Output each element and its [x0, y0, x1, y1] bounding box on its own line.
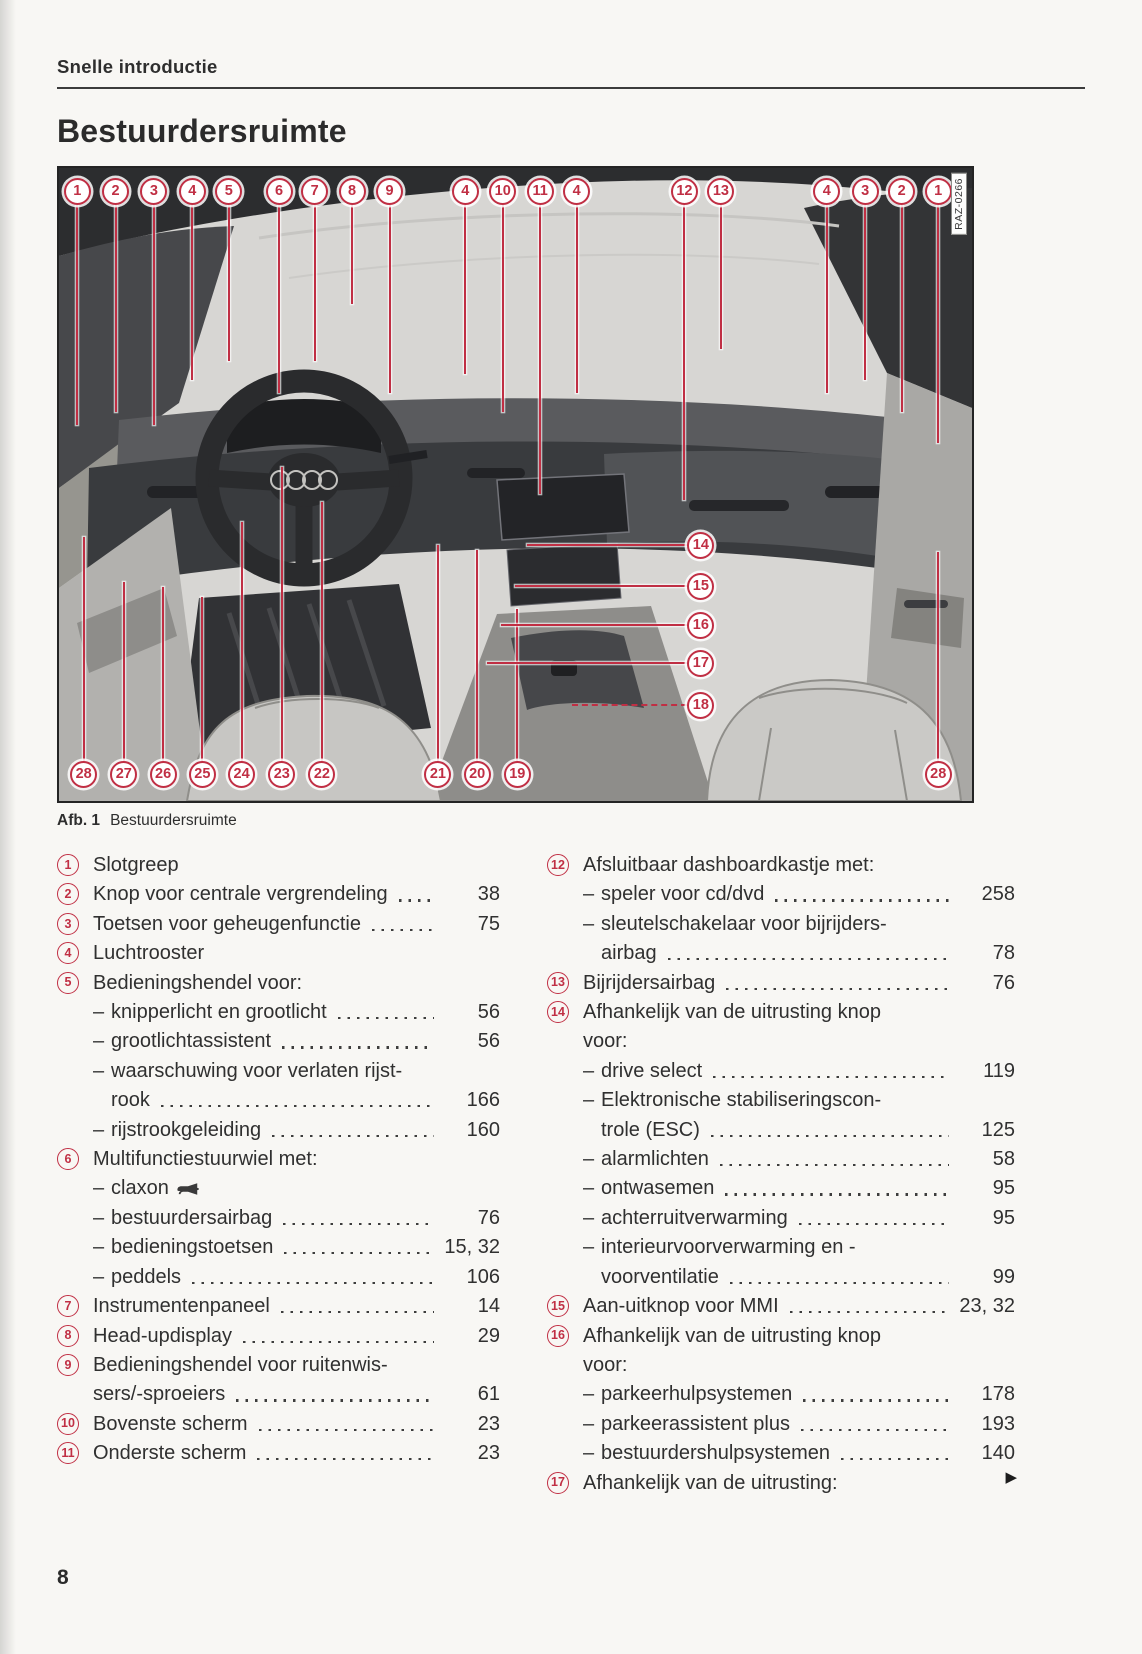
- callout-leader-line: [351, 203, 353, 304]
- legend-label: bestuurdersairbag: [111, 1206, 273, 1229]
- page-reference: 193: [981, 1412, 1015, 1435]
- legend-subitem: [57, 1086, 500, 1115]
- figure-callout-number: 13: [707, 178, 734, 205]
- page-reference: 178: [981, 1383, 1015, 1406]
- legend-item: [57, 1439, 500, 1468]
- legend-label: alarmlichten: [601, 1148, 709, 1171]
- legend-item: [57, 880, 500, 909]
- legend-label: Toetsen voor geheugenfunctie: [93, 912, 361, 935]
- callout-number-wrap: [57, 851, 93, 876]
- dot-leader: [730, 1282, 949, 1284]
- running-header: Snelle introductie: [57, 56, 1085, 89]
- callout-leader-line: [464, 203, 466, 374]
- callout-leader-line: [241, 522, 243, 762]
- legend-subitem: [57, 1204, 500, 1233]
- legend-item: [57, 1145, 500, 1174]
- figure-caption-label: Afb. 1: [57, 812, 101, 829]
- legend-label: sers/-sproeiers: [93, 1383, 226, 1406]
- figure-callout-number: 7: [301, 178, 328, 205]
- figure-callout-number: 23: [268, 761, 295, 788]
- legend-subitem: [57, 1380, 500, 1409]
- legend-label: Bovenste scherm: [93, 1412, 248, 1435]
- page-reference: 119: [983, 1059, 1015, 1082]
- dash-bullet: –: [583, 1236, 595, 1259]
- figure-callout-number: 19: [504, 761, 531, 788]
- legend-subitem: [57, 998, 500, 1027]
- legend-label: Bedieningshendel voor:: [93, 971, 303, 994]
- legend-subitem: [547, 939, 1015, 968]
- legend-subitem: [547, 1116, 1015, 1145]
- legend-label: Afsluitbaar dashboardkastje met:: [583, 854, 875, 876]
- legend-item: [57, 851, 500, 880]
- legend-item: [547, 969, 1015, 998]
- legend-subitem: [547, 1086, 1015, 1115]
- callout-leader-line: [123, 582, 125, 762]
- callout-leader-line: [937, 552, 939, 762]
- figure-callout-number: 1: [925, 178, 952, 205]
- callout-number: 4: [57, 942, 79, 964]
- dot-leader: [259, 1429, 434, 1431]
- legend-label: bestuurdershulpsystemen: [601, 1442, 831, 1465]
- page-reference: 29: [477, 1324, 500, 1347]
- legend-subitem: [57, 1057, 500, 1086]
- dash-bullet: –: [583, 1206, 595, 1229]
- dot-leader: [281, 1311, 434, 1313]
- callout-number-wrap: [57, 910, 93, 935]
- page-reference: 61: [477, 1383, 500, 1406]
- legend-label: peddels: [111, 1265, 182, 1288]
- callout-number-wrap: [57, 1439, 93, 1464]
- legend-label: sleutelschakelaar voor bijrijders-: [601, 912, 887, 935]
- dash-bullet: –: [93, 1001, 105, 1024]
- dot-leader: [372, 929, 434, 931]
- callout-leader-line: [683, 203, 685, 500]
- callout-leader-line: [281, 467, 283, 762]
- callout-number: 11: [57, 1442, 79, 1464]
- legend-label: parkeerhulpsystemen: [601, 1383, 793, 1406]
- callout-number-wrap: [57, 1322, 93, 1347]
- legend-subitem: [547, 1263, 1015, 1292]
- dot-leader: [775, 899, 949, 901]
- callout-number: 13: [547, 972, 569, 994]
- legend-subitem: [57, 1027, 500, 1056]
- legend-subitem: [547, 1204, 1015, 1233]
- callout-number-wrap: [547, 1469, 583, 1494]
- dot-leader: [192, 1282, 434, 1284]
- figure-callout-number: 28: [70, 761, 97, 788]
- figure: [57, 166, 974, 803]
- legend-label: Afhankelijk van de uitrusting knop: [583, 1324, 881, 1347]
- figure-callout-number: 26: [150, 761, 177, 788]
- dot-leader: [257, 1458, 434, 1460]
- figure-callout-number: 22: [308, 761, 335, 788]
- callout-number: 10: [57, 1413, 79, 1435]
- figure-callout-number: 9: [376, 178, 403, 205]
- dot-leader: [726, 988, 949, 990]
- legend-label: trole (ESC): [601, 1118, 700, 1141]
- legend-subitem: [547, 1410, 1015, 1439]
- callout-number: 6: [57, 1148, 79, 1170]
- legend-subitem: [547, 1145, 1015, 1174]
- callout-leader-line: [720, 203, 722, 349]
- dot-leader: [799, 1223, 949, 1225]
- callout-number: 8: [57, 1325, 79, 1347]
- legend-subitem: [547, 910, 1015, 939]
- legend-subitem: [547, 1439, 1015, 1468]
- legend-label: Knop voor centrale vergrendeling: [93, 883, 388, 906]
- figure-callout-number: 2: [888, 178, 915, 205]
- legend-subitem: [57, 1116, 500, 1145]
- legend-label: voorventilatie: [601, 1265, 719, 1288]
- page-reference: 95: [992, 1177, 1015, 1200]
- dot-leader: [668, 958, 949, 960]
- dot-leader: [283, 1223, 434, 1225]
- figure-callout-number: 28: [925, 761, 952, 788]
- legend-subitem: [547, 880, 1015, 909]
- callout-leader-line: [162, 587, 164, 762]
- figure-callout-number: 16: [687, 612, 714, 639]
- legend-subitem: [57, 1174, 500, 1203]
- callout-leader-line: [502, 203, 504, 412]
- callout-leader-line: [487, 662, 687, 664]
- figure-callout-number: 25: [189, 761, 216, 788]
- page-reference: 38: [477, 883, 500, 906]
- legend-label: claxon: [111, 1177, 169, 1200]
- figure-reference-code: RAZ-0266: [951, 173, 967, 235]
- legend-label: Multifunctiestuurwiel met:: [93, 1148, 318, 1171]
- page-reference: 76: [477, 1206, 500, 1229]
- page-reference: 95: [992, 1206, 1015, 1229]
- page-reference: 76: [992, 971, 1015, 994]
- page-reference: 78: [992, 942, 1015, 965]
- dot-leader: [713, 1076, 949, 1078]
- page-reference: 160: [466, 1118, 500, 1141]
- dot-leader: [243, 1341, 434, 1343]
- callout-number-wrap: [57, 1410, 93, 1435]
- callout-leader-line: [826, 203, 828, 393]
- dash-bullet: –: [583, 883, 595, 906]
- dot-leader: [338, 1017, 434, 1019]
- callout-number: 17: [547, 1472, 569, 1494]
- legend-item: [57, 939, 500, 968]
- callout-leader-line: [76, 203, 78, 425]
- callout-number: 9: [57, 1354, 79, 1376]
- callout-leader-line: [515, 585, 687, 587]
- legend-label: speler voor cd/dvd: [601, 883, 765, 906]
- legend-label: voor:: [583, 1030, 628, 1053]
- figure-caption: [57, 812, 1085, 830]
- legend-subitem: [547, 1380, 1015, 1409]
- legend-label: Head-updisplay: [93, 1324, 232, 1347]
- callout-leader-line: [539, 203, 541, 494]
- legend-subitem: [547, 1057, 1015, 1086]
- page-reference: 99: [992, 1265, 1015, 1288]
- callout-number: 5: [57, 972, 79, 994]
- page-title: Bestuurdersruimte: [57, 113, 347, 149]
- callout-leader-line: [501, 624, 687, 626]
- figure-callout-number: 17: [687, 650, 714, 677]
- callout-number-wrap: [57, 939, 93, 964]
- figure-callout-number: 2: [102, 178, 129, 205]
- legend-label: grootlichtassistent: [111, 1030, 272, 1053]
- callout-number-wrap: [57, 969, 93, 994]
- callout-leader-line: [153, 203, 155, 425]
- legend-label: achterruitverwarming: [601, 1206, 788, 1229]
- callout-leader-line: [115, 203, 117, 412]
- figure-callout-number: 21: [424, 761, 451, 788]
- legend-item: [57, 910, 500, 939]
- dash-bullet: –: [93, 1030, 105, 1053]
- legend-label: Luchtrooster: [93, 942, 205, 965]
- legend-label: airbag: [601, 942, 657, 965]
- callout-number-wrap: [57, 1292, 93, 1317]
- callout-leader-line: [572, 704, 687, 706]
- legend-label: ontwasemen: [601, 1177, 715, 1200]
- callout-number-wrap: [57, 1351, 93, 1376]
- page-reference: 125: [981, 1118, 1015, 1141]
- callout-leader-line: [314, 203, 316, 361]
- callout-leader-line: [516, 609, 518, 762]
- callout-number: 14: [547, 1001, 569, 1023]
- callout-leader-line: [389, 203, 391, 393]
- page-reference: 140: [981, 1442, 1015, 1465]
- callout-leader-line: [937, 203, 939, 443]
- figure-callout-number: 6: [266, 178, 293, 205]
- callout-leader-line: [321, 502, 323, 762]
- legend-label: waarschuwing voor verlaten rijst-: [111, 1059, 403, 1082]
- callout-leader-line: [83, 537, 85, 762]
- legend-item: [547, 1469, 1015, 1498]
- legend-label: Afhankelijk van de uitrusting knop: [583, 1001, 881, 1024]
- continuation-arrow-icon: ▶: [1005, 1468, 1017, 1486]
- legend-item: [57, 1410, 500, 1439]
- legend-label: rook: [111, 1089, 150, 1112]
- legend-item: [57, 1292, 500, 1321]
- dash-bullet: –: [93, 1265, 105, 1288]
- legend-item: [57, 969, 500, 998]
- dashboard-illustration: [59, 168, 972, 801]
- figure-callout-number: 5: [215, 178, 242, 205]
- dash-bullet: –: [583, 1148, 595, 1171]
- legend-label: parkeerassistent plus: [601, 1412, 790, 1435]
- callout-number-wrap: [547, 998, 583, 1023]
- callout-number-wrap: [547, 1322, 583, 1347]
- legend-label: Elektronische stabiliseringscon-: [601, 1089, 882, 1112]
- legend-label: Aan-uitknop voor MMI: [583, 1295, 779, 1318]
- legend-label: Slotgreep: [93, 854, 179, 876]
- dash-bullet: –: [93, 1059, 105, 1082]
- callout-number: 2: [57, 883, 79, 905]
- callout-number: 1: [57, 854, 79, 876]
- legend-item: [547, 1322, 1015, 1351]
- dot-leader: [161, 1105, 434, 1107]
- dot-leader: [725, 1193, 949, 1195]
- legend-label: drive select: [601, 1059, 703, 1082]
- dash-bullet: –: [583, 1059, 595, 1082]
- figure-callout-number: 3: [852, 178, 879, 205]
- page-reference: 58: [992, 1148, 1015, 1171]
- figure-callout-number: 10: [489, 178, 516, 205]
- legend-label: bedieningstoetsen: [111, 1236, 274, 1259]
- legend-item: [57, 1322, 500, 1351]
- callout-number: 3: [57, 913, 79, 935]
- callout-leader-line: [576, 203, 578, 393]
- callout-leader-line: [864, 203, 866, 380]
- dash-bullet: –: [93, 1236, 105, 1259]
- dot-leader: [272, 1135, 434, 1137]
- dash-bullet: –: [93, 1118, 105, 1141]
- figure-callout-number: 1: [64, 178, 91, 205]
- dot-leader: [399, 899, 434, 901]
- figure-callout-number: 11: [527, 178, 554, 205]
- dash-bullet: –: [583, 1442, 595, 1465]
- figure-callout-number: 4: [563, 178, 590, 205]
- page-reference: 56: [477, 1030, 500, 1053]
- dash-bullet: –: [93, 1177, 105, 1200]
- callout-number: 12: [547, 854, 569, 876]
- legend: [57, 851, 1017, 1498]
- legend-item: [547, 998, 1015, 1027]
- legend-label: rijstrookgeleiding: [111, 1118, 262, 1141]
- page-reference: 258: [981, 883, 1015, 906]
- horn-icon: [176, 1182, 200, 1196]
- page-reference: 56: [477, 1001, 500, 1024]
- dash-bullet: –: [93, 1206, 105, 1229]
- legend-label: voor:: [583, 1353, 628, 1376]
- page-reference: 23: [477, 1412, 500, 1435]
- dot-leader: [284, 1252, 434, 1254]
- dot-leader: [236, 1399, 434, 1401]
- dash-bullet: –: [583, 912, 595, 935]
- page-reference: 75: [477, 912, 500, 935]
- dash-bullet: –: [583, 1412, 595, 1435]
- dash-bullet: –: [583, 1383, 595, 1406]
- dot-leader: [282, 1046, 434, 1048]
- callout-number: 7: [57, 1295, 79, 1317]
- callout-leader-line: [476, 550, 478, 762]
- callout-leader-line: [437, 545, 439, 762]
- callout-leader-line: [278, 203, 280, 393]
- dot-leader: [801, 1429, 949, 1431]
- page-reference: 23: [477, 1442, 500, 1465]
- callout-number-wrap: [57, 880, 93, 905]
- figure-callout-number: 8: [339, 178, 366, 205]
- legend-label: interieurvoorverwarming en -: [601, 1236, 856, 1259]
- page-number: 8: [57, 1566, 69, 1589]
- callout-number-wrap: [547, 969, 583, 994]
- figure-callout-number: 15: [687, 573, 714, 600]
- figure-callout-number: 20: [464, 761, 491, 788]
- legend-subitem: [547, 1351, 1015, 1380]
- callout-leader-line: [228, 203, 230, 361]
- legend-subitem: [547, 1027, 1015, 1056]
- callout-leader-line: [201, 597, 203, 762]
- figure-callout-number: 24: [228, 761, 255, 788]
- page-reference: 106: [466, 1265, 500, 1288]
- dot-leader: [711, 1135, 949, 1137]
- legend-subitem: [547, 1233, 1015, 1262]
- legend-label: Bijrijdersairbag: [583, 971, 716, 994]
- page-reference: 15, 32: [444, 1236, 500, 1259]
- callout-leader-line: [901, 203, 903, 412]
- figure-callout-number: 3: [140, 178, 167, 205]
- legend-subitem: [57, 1263, 500, 1292]
- legend-item: [547, 1292, 1015, 1321]
- dot-leader: [720, 1164, 949, 1166]
- legend-column-left: [57, 851, 500, 1498]
- legend-label: knipperlicht en grootlicht: [111, 1001, 327, 1024]
- callout-number: 15: [547, 1295, 569, 1317]
- figure-callout-number: 4: [813, 178, 840, 205]
- callout-number-wrap: [547, 851, 583, 876]
- dot-leader: [790, 1311, 949, 1313]
- dot-leader: [841, 1458, 949, 1460]
- figure-callout-number: 27: [110, 761, 137, 788]
- dash-bullet: –: [583, 1177, 595, 1200]
- figure-callout-number: 14: [687, 532, 714, 559]
- callout-leader-line: [191, 203, 193, 380]
- legend-subitem: [57, 1233, 500, 1262]
- legend-label: Afhankelijk van de uitrusting:: [583, 1471, 838, 1494]
- legend-label: Onderste scherm: [93, 1442, 247, 1465]
- figure-callout-number: 4: [452, 178, 479, 205]
- figure-callout-number: 18: [687, 692, 714, 719]
- page-reference: 23, 32: [959, 1295, 1015, 1318]
- dash-bullet: –: [583, 1089, 595, 1112]
- figure-caption-text: Bestuurdersruimte: [110, 812, 237, 829]
- callout-number: 16: [547, 1325, 569, 1347]
- callout-leader-line: [527, 544, 687, 546]
- dot-leader: [803, 1399, 949, 1401]
- legend-label: Bedieningshendel voor ruitenwis-: [93, 1353, 388, 1376]
- page-reference: 166: [466, 1089, 500, 1112]
- figure-callout-number: 12: [671, 178, 698, 205]
- legend-item: [547, 851, 1015, 880]
- legend-label: Instrumentenpaneel: [93, 1295, 270, 1318]
- legend-item: [57, 1351, 500, 1380]
- callout-number-wrap: [547, 1292, 583, 1317]
- legend-column-right: [547, 851, 1015, 1498]
- figure-callout-number: 4: [179, 178, 206, 205]
- legend-subitem: [547, 1174, 1015, 1203]
- callout-number-wrap: [57, 1145, 93, 1170]
- page-reference: 14: [477, 1295, 500, 1318]
